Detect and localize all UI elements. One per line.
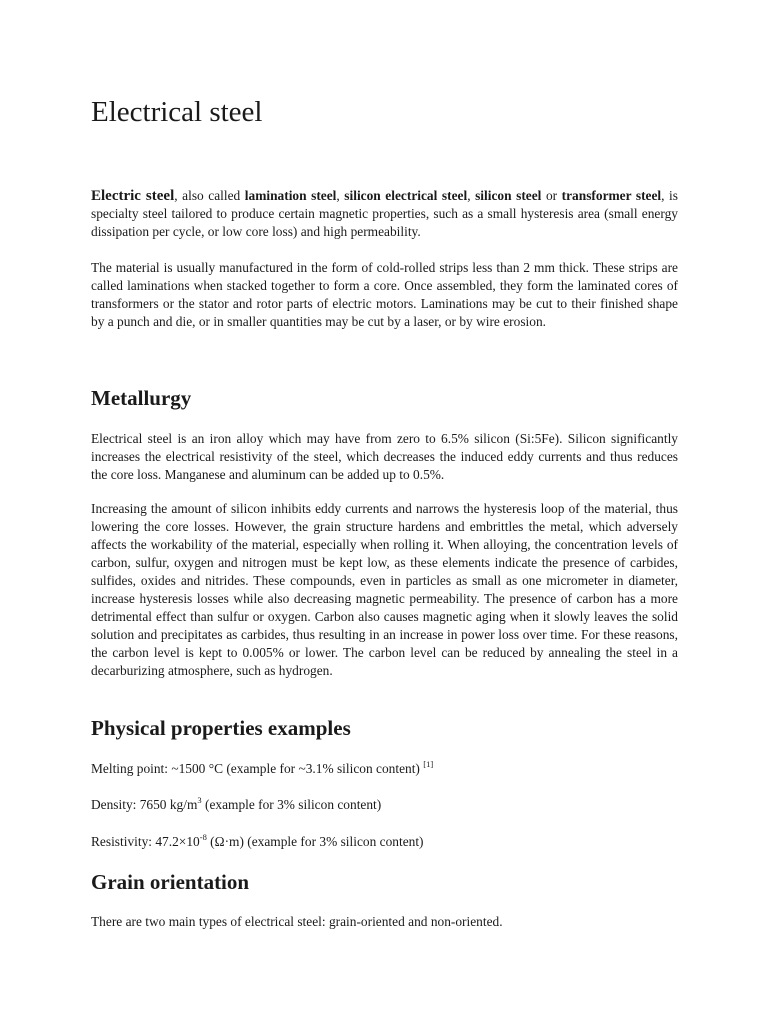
grain-orientation-paragraph: There are two main types of electrical steel: grain-oriented and non-oriented. xyxy=(91,914,503,929)
metallurgy-paragraph-1: Electrical steel is an iron alloy which may have from zero to 6.5% silicon (Si:5Fe). Silicon significantly increases the electrical resistivity of the steel, which decreases the induced eddy currents and thus reduces the core loss. Manganese and aluminum can be added up to 0.5%. xyxy=(91,431,678,482)
section-heading-physical-properties: Physical properties examples xyxy=(91,716,351,740)
term-electric-steel: Electric steel xyxy=(91,188,175,204)
intro-paragraph: Electric steel, also called lamination steel, silicon electrical steel, silicon steel or transformer steel, is specialty steel tailored to produce certain magnetic properties, such as a small hysteresis area (small energy dissipation per cycle, or low core loss) and high permeability. xyxy=(91,188,678,239)
term-transformer-steel: transformer steel xyxy=(561,188,662,203)
metallurgy-paragraph-2: Increasing the amount of silicon inhibits eddy currents and narrows the hysteresis loop of the material, thus lowering the core losses. However, the grain structure hardens and embrittles the metal, which adversely affects the workability of the material, especially when rolling it. When alloying, the concentration levels of carbon, sulfur, oxygen and nitrogen must be kept low, as these elements indicate the presence of carbides, sulfides, oxides and nitrides. These compounds, even in particles as small as one micrometer in diameter, increase hysteresis losses while also decreasing magnetic permeability. The presence of carbon has a more detrimental effect than sulfur or oxygen. Carbon also causes magnetic aging when it slowly leaves the solid solution and precipitates as carbides, thus resulting in an increase in power loss over time. For these reasons, the carbon level is kept to 0.005% or lower. The carbon level can be reduced by annealing the steel in a decarburizing atmosphere, such as hydrogen. xyxy=(91,501,678,678)
melting-point-line: Melting point: ~1500 °C (example for ~3.1% silicon content) [1] xyxy=(91,758,434,776)
manufacturing-paragraph: The material is usually manufactured in the form of cold-rolled strips less than 2 mm thick. These strips are called laminations when stacked together to form a core. Once assembled, they form the laminated cores of transformers or the stator and rotor parts of electric motors. Laminations may be cut to their finished shape by a punch and die, or in smaller quantities may be cut by a laser, or by wire erosion. xyxy=(91,260,678,329)
citation-link[interactable]: [1] xyxy=(423,758,434,769)
term-silicon-steel: silicon steel xyxy=(475,188,542,203)
density-line: Density: 7650 $kg/m^3$ (example for 3% silicon content) xyxy=(91,794,382,812)
resistivity-line: Resistivity: $47.2\times 10^{-8}$ (Ω·m) (example for 3% silicon content) xyxy=(91,831,424,849)
section-heading-grain-orientation: Grain orientation xyxy=(91,870,250,894)
page-title: Electrical steel xyxy=(91,96,263,128)
term-lamination-steel: lamination steel xyxy=(244,188,337,203)
term-silicon-electrical-steel: silicon electrical steel xyxy=(344,188,468,203)
section-heading-metallurgy: Metallurgy xyxy=(91,386,192,410)
